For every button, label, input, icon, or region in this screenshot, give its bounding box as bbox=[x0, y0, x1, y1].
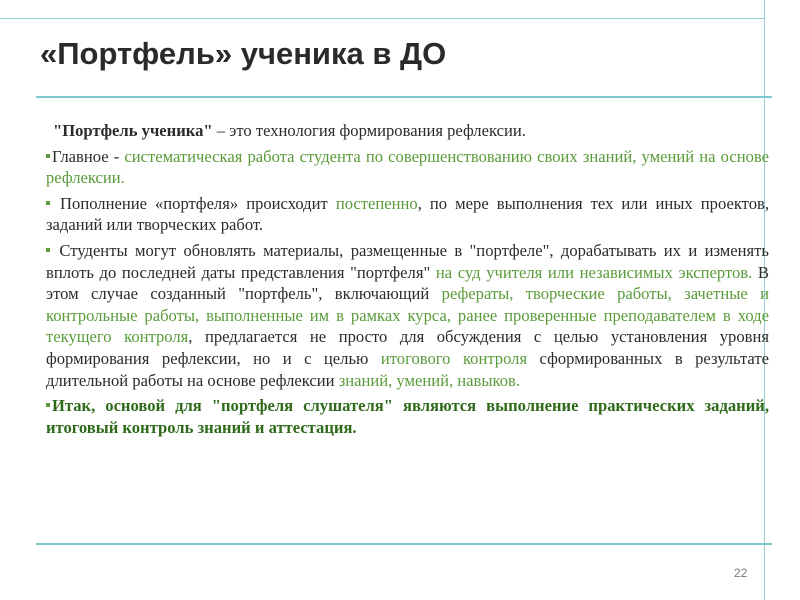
bullet-3-highlight-d: знаний, умений, навыков. bbox=[338, 370, 521, 390]
intro-paragraph bbox=[46, 120, 769, 142]
bullet-2-text-b: , по мере выполнения тех или иных проектов, заданий или творческих работ. bbox=[46, 193, 769, 235]
intro-definition: – это технология формирования рефлексии. bbox=[212, 121, 526, 140]
bullet-paragraph-1 bbox=[46, 146, 769, 189]
intro-term: "Портфель ученика" bbox=[53, 121, 213, 140]
bullet-2-highlight: постепенно bbox=[335, 193, 418, 213]
bullet-3-highlight-a: на суд учителя или независимых экспертов. bbox=[435, 262, 753, 282]
bullet-3-highlight-b: рефераты, творческие работы, зачетные и контрольные работы, выполненные им в рамках курса, ранее проверенные преподавателем в ходе текущего контроля bbox=[46, 284, 770, 347]
bullet-paragraph-4 bbox=[46, 395, 769, 438]
bullet-3-highlight-c: итогового контроля bbox=[380, 348, 528, 368]
footer-divider bbox=[36, 543, 772, 545]
bullet-1-text-a: Главное - bbox=[52, 146, 125, 166]
bullet-icon bbox=[46, 154, 50, 158]
bullet-3-text-a: Студенты могут обновлять материалы, размещенные в "портфеле", дорабатывать их и изменять вплоть до последней даты представления "портфеля" bbox=[46, 240, 769, 282]
title-divider bbox=[36, 96, 772, 98]
bullet-paragraph-2 bbox=[46, 193, 769, 236]
bullet-3-text-b: В этом случае созданный "портфель", включающий bbox=[46, 262, 770, 304]
bullet-2-text-a: Пополнение «портфеля» происходит bbox=[52, 193, 336, 213]
bullet-icon bbox=[46, 403, 50, 407]
bullet-1-highlight: систематическая работа студента по совершенствованию своих знаний, умений на основе рефлексии. bbox=[46, 146, 769, 188]
bullet-paragraph-3 bbox=[46, 240, 769, 391]
bullet-icon bbox=[46, 248, 50, 252]
conclusion-text: Итак, основой для "портфеля слушателя" являются выполнение практических заданий, итоговый контроль знаний и аттестация. bbox=[46, 396, 769, 437]
frame-top-line bbox=[0, 18, 764, 19]
slide-title: «Портфель» ученика в ДО bbox=[40, 36, 447, 71]
bullet-icon bbox=[46, 201, 50, 205]
bullet-3-text-c: , предлагается не просто для обсуждения с целью установления уровня формирования рефлексии, но и с целью bbox=[46, 327, 769, 368]
page-number: 22 bbox=[734, 566, 748, 580]
slide-body bbox=[46, 120, 769, 442]
bullet-3-text-d: сформированных в результате длительной работы на основе рефлексии bbox=[46, 348, 769, 390]
